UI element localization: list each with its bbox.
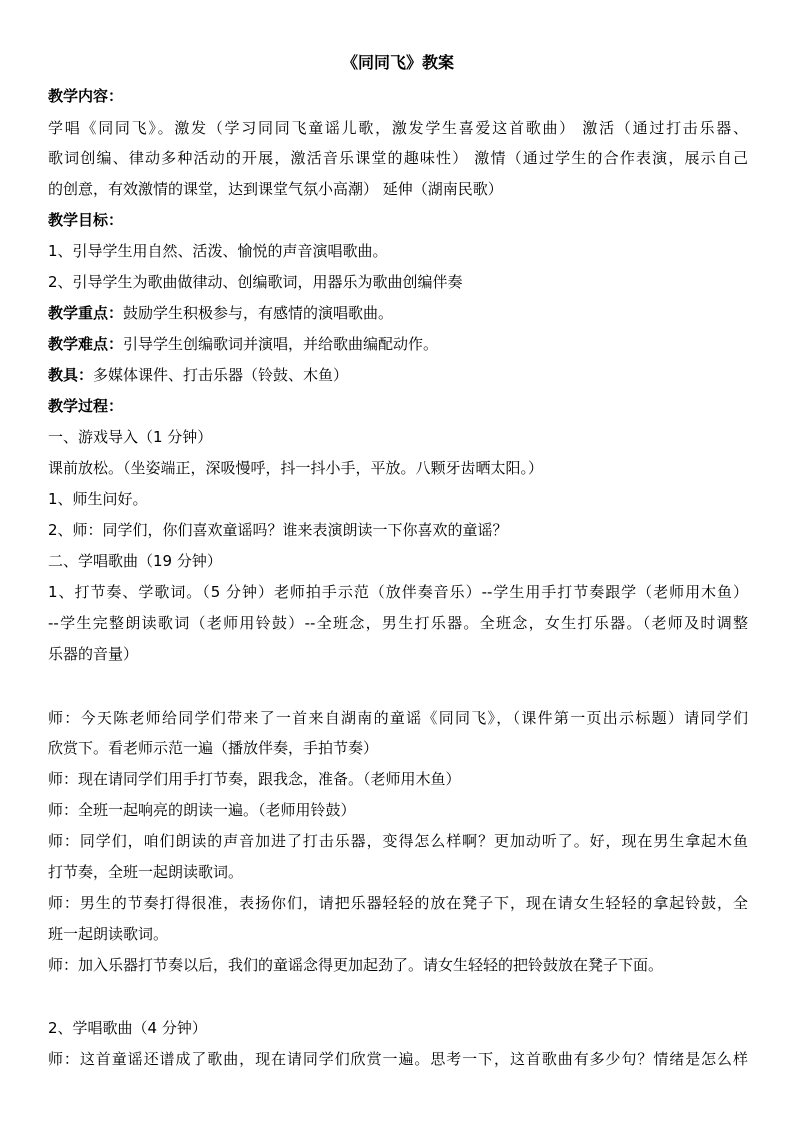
tools-label: 教具： — [48, 366, 94, 384]
content-line-1: 学唱《同同飞》。激发（学习同同飞童谣儿歌，激发学生喜爱这首歌曲） 激活（通过打击乐器、 — [48, 119, 748, 137]
goals-heading: 教学目标： — [48, 211, 124, 229]
process-line: 班一起朗读歌词。 — [48, 925, 169, 943]
process-line: 1、打节奏、学歌词。（5 分钟）老师拍手示范（放伴奏音乐）--学生用手打节奏跟学（老师用木鱼） — [48, 583, 748, 601]
process-line: 一、游戏导入（1 分钟） — [48, 428, 213, 446]
tools-text: 多媒体课件、打击乐器（铃鼓、木鱼） — [93, 366, 349, 384]
process-line: 乐器的音量） — [48, 645, 139, 663]
content-line-2: 歌词创编、律动多种活动的开展，激活音乐课堂的趣味性） 激情（通过学生的合作表演，展示自己 — [48, 149, 748, 167]
difficulty-label: 教学难点： — [48, 335, 124, 353]
key-point — [48, 303, 748, 323]
difficulty-text: 引导学生创编歌词并演唱，并给歌曲编配动作。 — [123, 335, 439, 353]
process-line: 师：今天陈老师给同学们带来了一首来自湖南的童谣《同同飞》，（课件第一页出示标题）请同学们 — [48, 709, 748, 727]
process-line: 2、师：同学们，你们喜欢童谣吗？谁来表演朗读一下你喜欢的童谣？ — [48, 521, 508, 539]
goal-2: 2、引导学生为歌曲做律动、创编歌词，用器乐为歌曲创编伴奏 — [48, 273, 463, 291]
process-line: 师：全班一起响亮的朗读一遍。（老师用铃鼓） — [48, 801, 356, 819]
process-line: 师：加入乐器打节奏以后，我们的童谣念得更加起劲了。请女生轻轻的把铃鼓放在凳子下面。 — [48, 956, 664, 974]
key-label: 教学重点： — [48, 304, 124, 322]
process-line: 2、学唱歌曲（4 分钟） — [48, 1019, 207, 1037]
tools — [48, 365, 748, 385]
process-line: 师：男生的节奏打得很准，表扬你们，请把乐器轻轻的放在凳子下，现在请女生轻轻的拿起铃鼓，全 — [48, 894, 748, 912]
process-line: 二、学唱歌曲（19 分钟） — [48, 552, 222, 570]
difficulty — [48, 334, 748, 354]
process-line: 课前放松。（坐姿端正，深吸慢呼，抖一抖小手，平放。八颗牙齿晒太阳。） — [48, 459, 544, 477]
key-text: 鼓励学生积极参与，有感情的演唱歌曲。 — [123, 304, 394, 322]
process-line: 师：同学们，咱们朗读的声音加进了打击乐器，变得怎么样啊？更加动听了。好，现在男生拿起木鱼 — [48, 832, 748, 850]
document-title: 《同同飞》教案 — [341, 53, 454, 72]
process-line: 打节奏，全班一起朗读歌词。 — [48, 863, 244, 881]
process-line: --学生完整朗读歌词（老师用铃鼓）--全班念，男生打乐器。全班念，女生打乐器。（老师及时调整 — [48, 614, 748, 632]
process-line: 1、师生问好。 — [48, 490, 148, 508]
goal-1: 1、引导学生用自然、活泼、愉悦的声音演唱歌曲。 — [48, 242, 388, 260]
content-heading: 教学内容： — [48, 87, 124, 105]
process-line: 欣赏下。看老师示范一遍（播放伴奏，手拍节奏） — [48, 739, 379, 757]
process-heading: 教学过程： — [48, 397, 124, 415]
process-line: 师：这首童谣还谱成了歌曲，现在请同学们欣赏一遍。思考一下，这首歌曲有多少句？情绪是怎么样 — [48, 1050, 748, 1068]
process-line: 师：现在请同学们用手打节奏，跟我念，准备。（老师用木鱼） — [48, 770, 461, 788]
content-line-3: 的创意，有效激情的课堂，达到课堂气氛小高潮） 延伸（湖南民歌） — [48, 180, 503, 198]
